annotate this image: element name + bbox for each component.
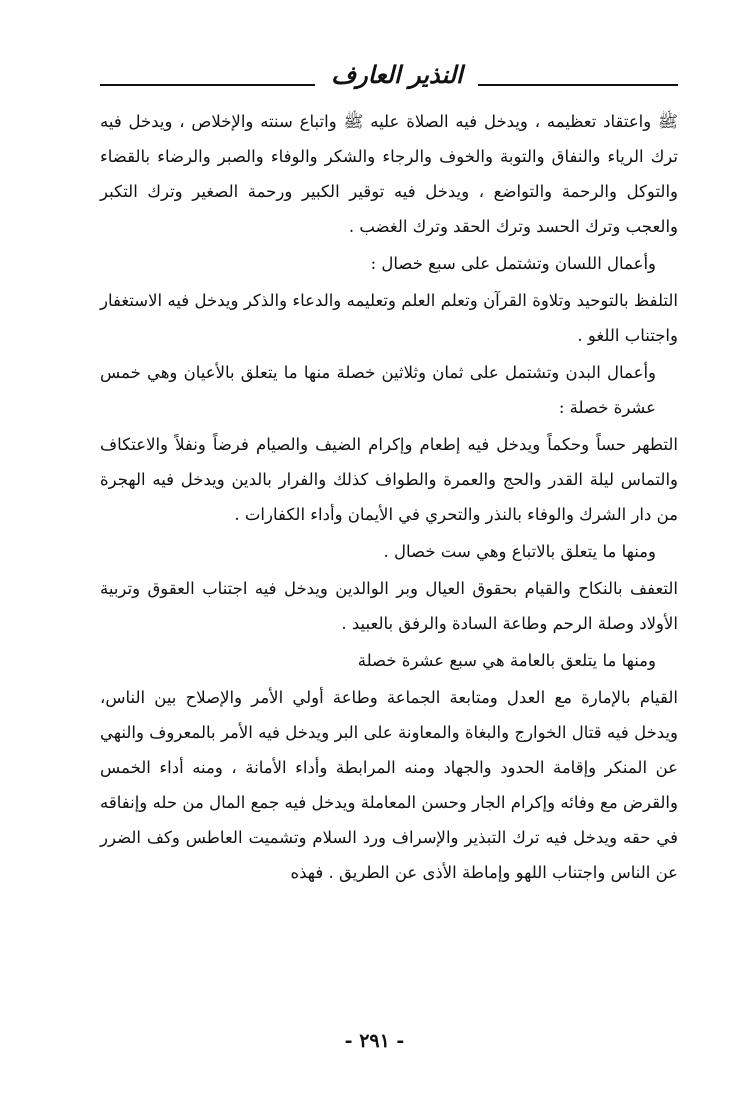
paragraph-public-deeds: القيام بالإمارة مع العدل ومتابعة الجماعة وطاعة أولي الأمر والإصلاح بين الناس، ويدخل فيه قتال الخوارج والبغاة والمعاونة على البر ويدخل فيه الأمر بالمعروف والنهي عن المنكر وإقامة الحدود والجهاد ومنه المرابطة وأداء الأمانة ، ومنه أداء الخمس والقرض مع وفائه وإكرام الجار وحسن المعاملة ويدخل فيه جمع المال من حله وإنفاقه في حقه ويدخل فيه ترك التبذير والإسراف ورد السلام وتشميت العاطس وكف الضرر عن الناس واجتناب اللهو وإماطة الأذى عن الطريق . فهذه: [100, 688, 678, 882]
running-header: [100, 58, 678, 98]
page-body: [100, 104, 678, 892]
paragraph-1: ﷺ واعتقاد تعظيمه ، ويدخل فيه الصلاة عليه ﷺ واتباع سنته والإخلاص ، ويدخل فيه ترك الرياء والنفاق والتوبة والخوف والرجاء والشكر والوفاء والصبر والرضاء بالقضاء والتوكل والرحمة والتواضع ، ويدخل فيه توقير الكبير ورحمة الصغير وترك التكبر والعجب وترك الحسد وترك الحقد وترك الغضب .: [100, 112, 678, 236]
paragraph-tongue-deeds: التلفظ بالتوحيد وتلاوة القرآن وتعلم العلم وتعليمه والدعاء والذكر ويدخل فيه الاستغفار واجتناب اللغو .: [100, 291, 678, 345]
header-rule-right: [478, 84, 678, 86]
paragraph-body-deeds: التطهر حساً وحكماً ويدخل فيه إطعام وإكرام الضيف والصيام فرضاً ونفلاً والاعتكاف والتماس ليلة القدر والحج والعمرة والطواف كذلك والفرار بالدين ويدخل فيه الهجرة من دار الشرك والوفاء بالنذر والتحري في الأيمان وأداء الكفارات .: [100, 435, 678, 524]
paragraph-public-heading: ومنها ما يتلعق بالعامة هي سبع عشرة خصلة: [357, 651, 656, 670]
paragraph-following-heading: ومنها ما يتعلق بالاتباع وهي ست خصال .: [383, 542, 656, 561]
paragraph-following-deeds: التعفف بالنكاح والقيام بحقوق العيال وبر الوالدين ويدخل فيه اجتناب العقوق وتربية الأولاد وصلة الرحم وطاعة السادة والرفق بالعبيد .: [100, 579, 678, 633]
paragraph-body-heading: وأعمال البدن وتشتمل على ثمان وثلاثين خصلة منها ما يتعلق بالأعيان وهي خمس عشرة خصلة :: [100, 363, 656, 417]
header-rule-left: [100, 84, 315, 86]
page-number: - ٢٩١ -: [344, 1030, 405, 1052]
header-title: النذير العارف: [331, 60, 463, 89]
paragraph-tongue-heading: وأعمال اللسان وتشتمل على سبع خصال :: [370, 254, 656, 273]
